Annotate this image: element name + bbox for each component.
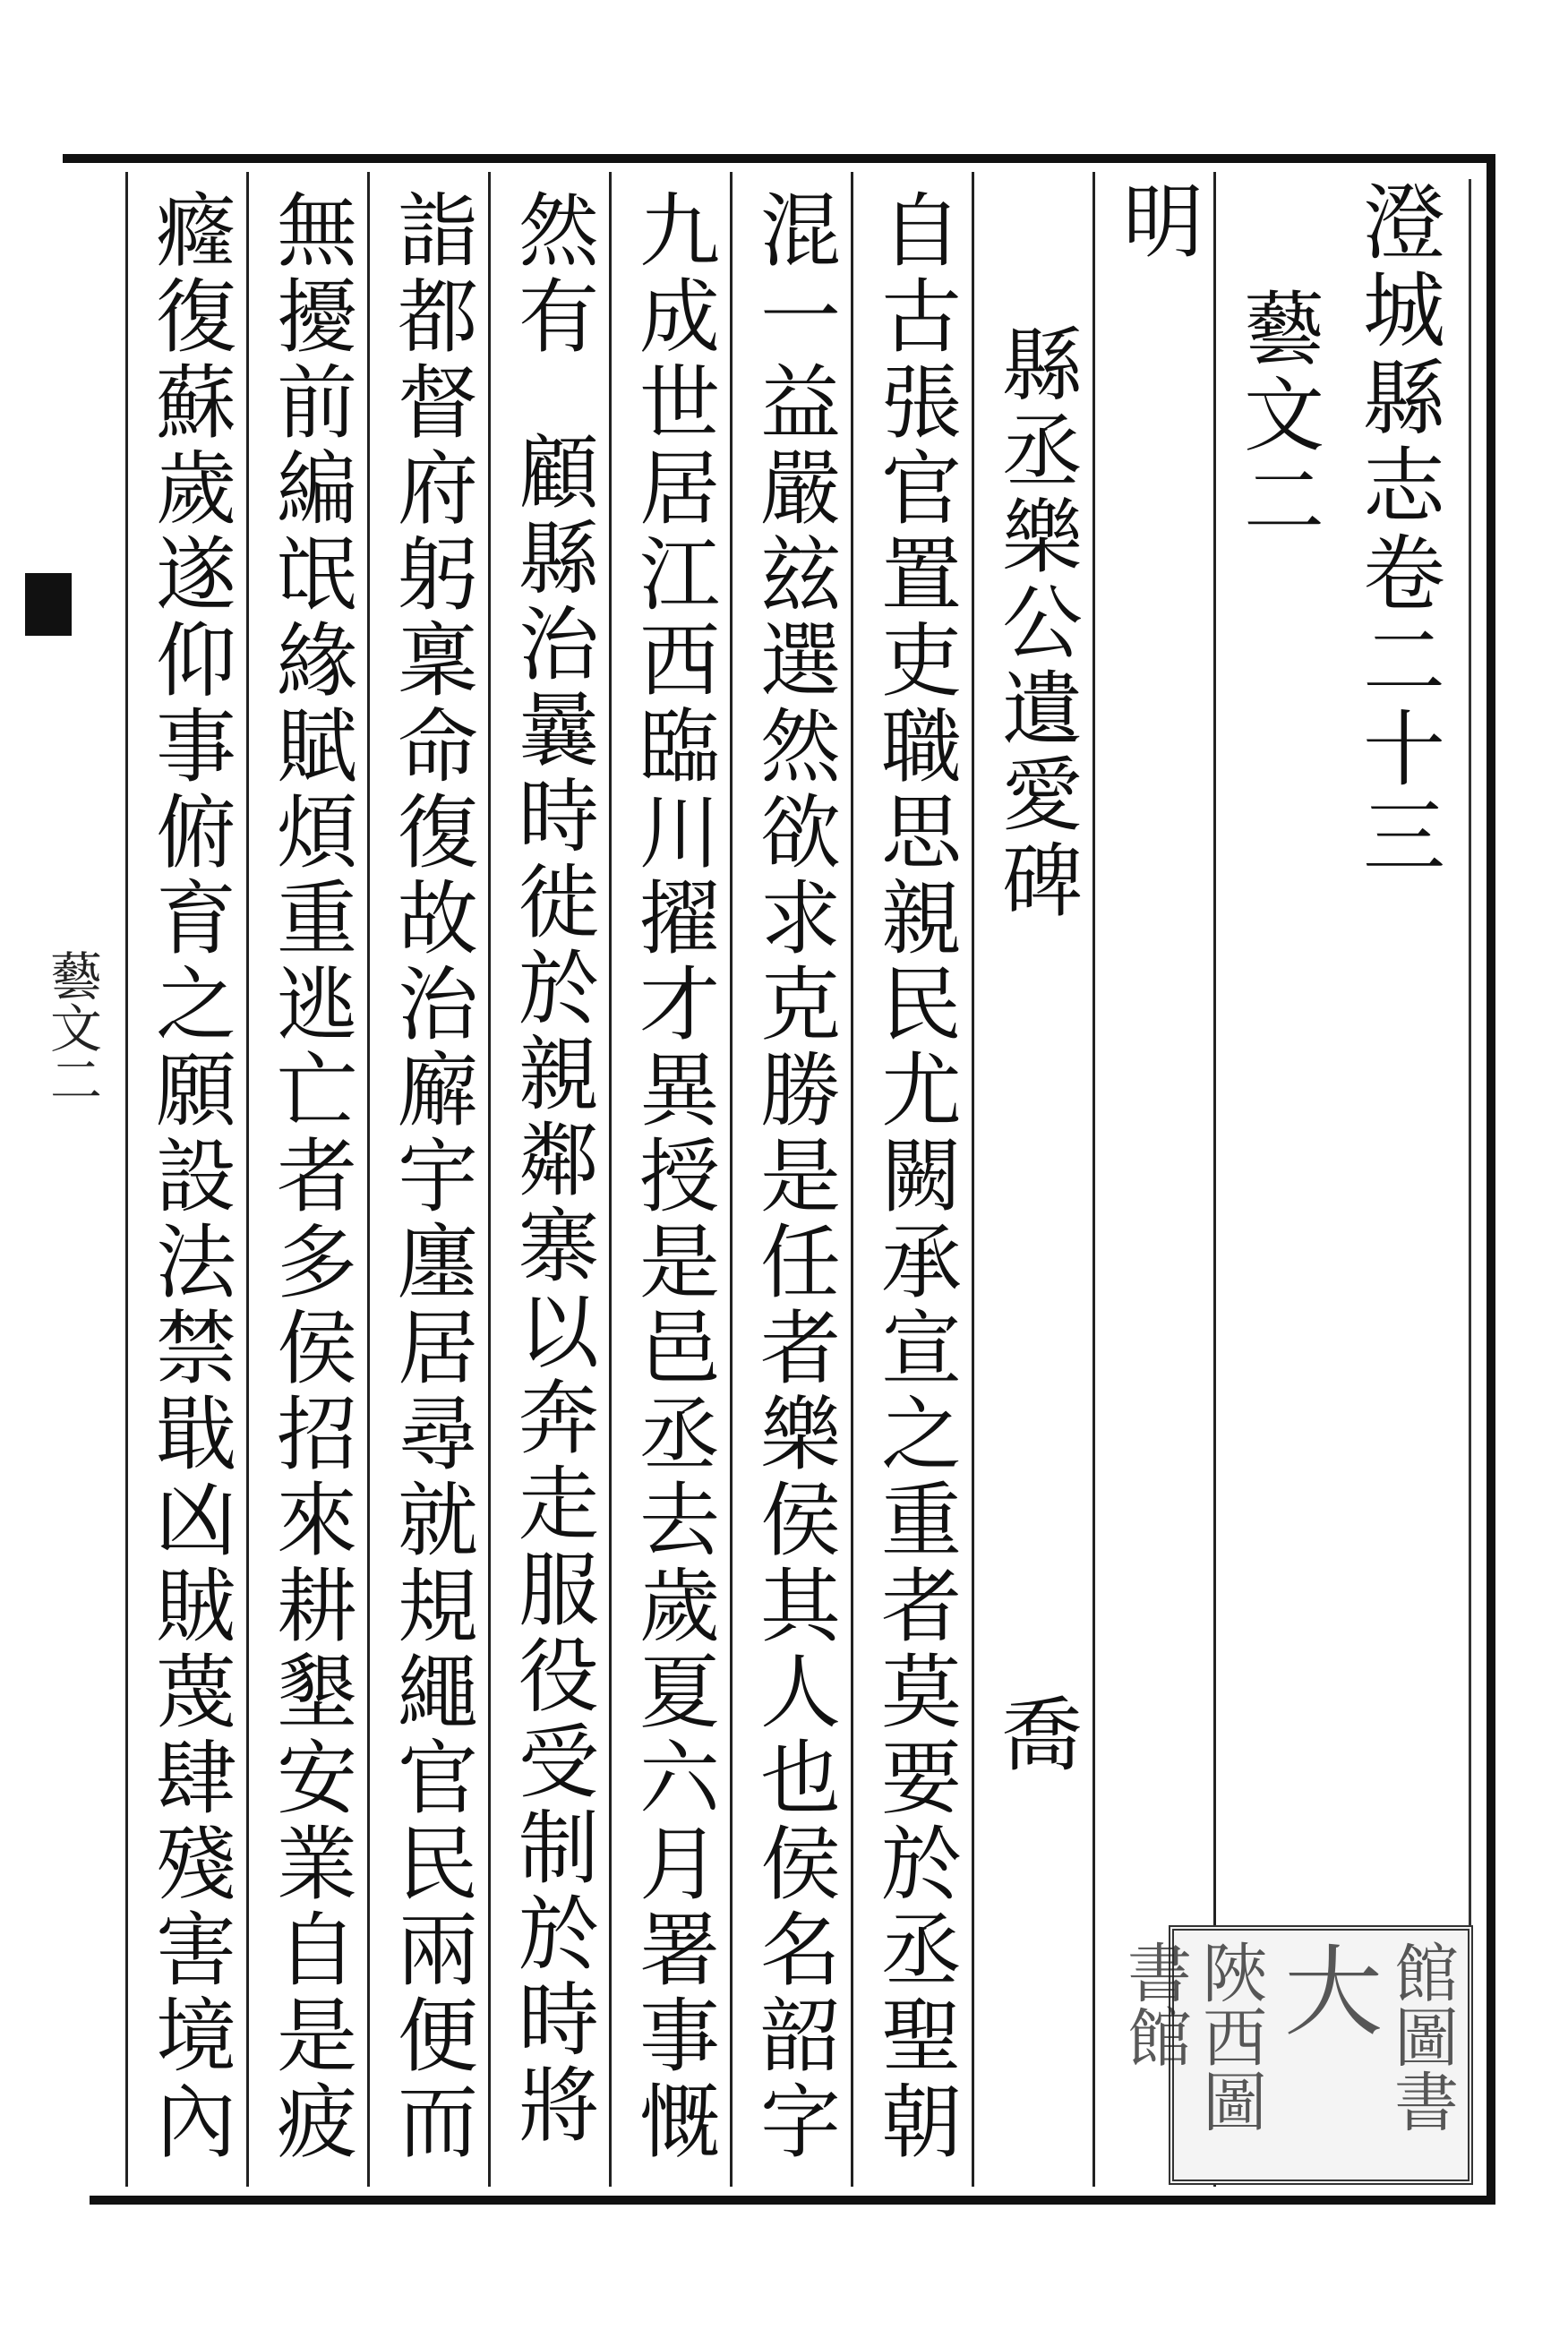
column-rule [972, 172, 974, 2187]
library-seal-stamp [1117, 1925, 1473, 2185]
frame-border-bottom [90, 2196, 1495, 2205]
seal-text: 館圖書 [1384, 1940, 1459, 2133]
text-column: 詣都督府躬稟命復故治廨宇廛居尋就規繩官民兩便而 [383, 188, 477, 2165]
text-column: 混一益嚴玆選然欲求克勝是任者樂侯其人也侯名韶字 [746, 188, 840, 2165]
column-rule [851, 172, 853, 2187]
frame-inner-border-right [1469, 179, 1471, 2185]
column-rule [609, 172, 612, 2187]
article-title: 縣丞樂公遺愛碑 [988, 322, 1082, 924]
text-column: 九成世居江西臨川擢才異授是邑丞去歲夏六月署事慨 [625, 188, 719, 2165]
column-rule [1092, 172, 1095, 2187]
seal-text: 大 [1268, 1940, 1383, 2038]
section-title: 藝文二 [1230, 287, 1324, 544]
column-rule [125, 172, 128, 2187]
seal-text: 陜西圖書館 [1117, 1940, 1267, 2133]
fore-edge-mark [25, 573, 72, 636]
text-column: 癃復蘇歲遂仰事俯育之願設法禁戢凶賊蔑肆殘害境內 [141, 188, 236, 2165]
frame-border-right [1487, 154, 1495, 2205]
author-name: 喬 [988, 1692, 1082, 1778]
fore-edge-label: 藝文二 [41, 949, 102, 1105]
column-rule [246, 172, 249, 2187]
text-column: 顧縣治曩時徙於親鄰寨以奔走服役受制於時將 [504, 430, 598, 2149]
text-column: 然有 [504, 188, 598, 360]
dynasty-heading: 明 [1109, 179, 1203, 265]
column-rule [730, 172, 733, 2187]
column-rule [488, 172, 491, 2187]
text-column: 無擾前編氓緣賦煩重逃亡者多侯招來耕墾安業自是疲 [262, 188, 356, 2165]
column-rule [367, 172, 370, 2187]
column-rule [1213, 172, 1216, 2187]
frame-border-top [63, 154, 1495, 163]
volume-title: 澄城縣志卷二十三 [1350, 179, 1445, 881]
text-column: 自古張官置吏職思親民尤闕承宣之重者莫要於丞聖朝 [867, 188, 961, 2165]
